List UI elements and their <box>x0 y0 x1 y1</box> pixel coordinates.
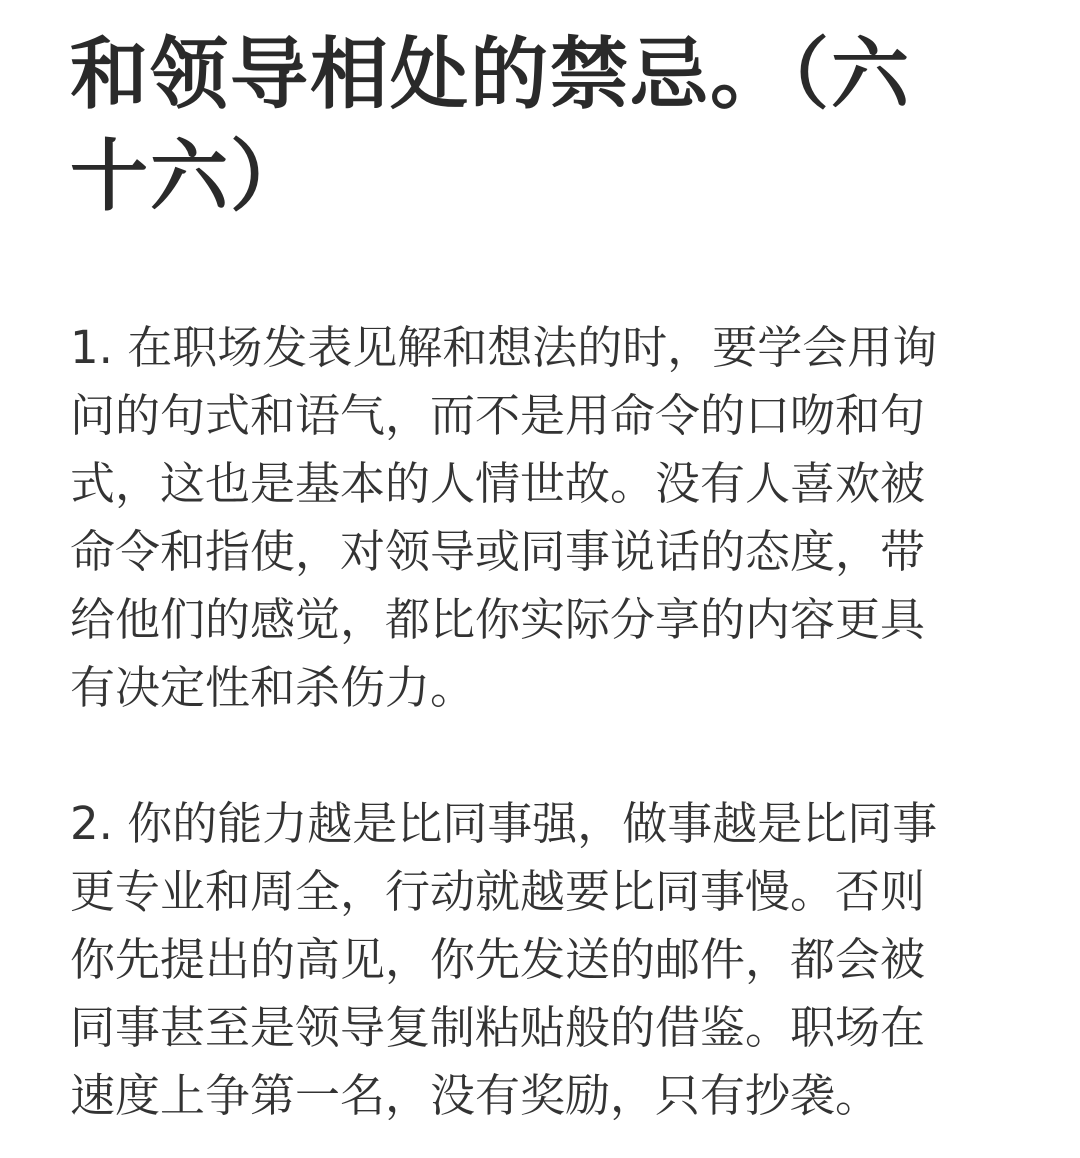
text-line: 速度上争第一名，没有奖励，只有抄袭。 <box>70 1069 881 1122</box>
text-line: 问的句式和语气，而不是用命令的口吻和句 <box>70 389 926 442</box>
text-line: 你先提出的高见，你先发送的邮件，都会被 <box>70 933 926 986</box>
text-line: 同事甚至是领导复制粘贴般的借鉴。职场在 <box>70 1001 926 1054</box>
text-line: 式，这也是基本的人情世故。没有人喜欢被 <box>70 457 926 510</box>
text-line: 命令和指使，对领导或同事说话的态度，带 <box>70 525 926 578</box>
title-line: 十六） <box>70 132 311 222</box>
page-title <box>70 24 990 228</box>
paragraph-1 <box>70 314 990 722</box>
text-line: 更专业和周全，行动就越要比同事慢。否则 <box>70 865 926 918</box>
document <box>70 24 990 1130</box>
text-line: 2. 你的能力越是比同事强，做事越是比同事 <box>70 797 938 850</box>
text-line: 1. 在职场发表见解和想法的时，要学会用询 <box>70 321 938 374</box>
text-line: 有决定性和杀伤力。 <box>70 661 476 714</box>
text-line: 给他们的感觉，都比你实际分享的内容更具 <box>70 593 926 646</box>
paragraph-2 <box>70 790 990 1130</box>
title-line: 和领导相处的禁忌。（六 <box>70 30 912 120</box>
